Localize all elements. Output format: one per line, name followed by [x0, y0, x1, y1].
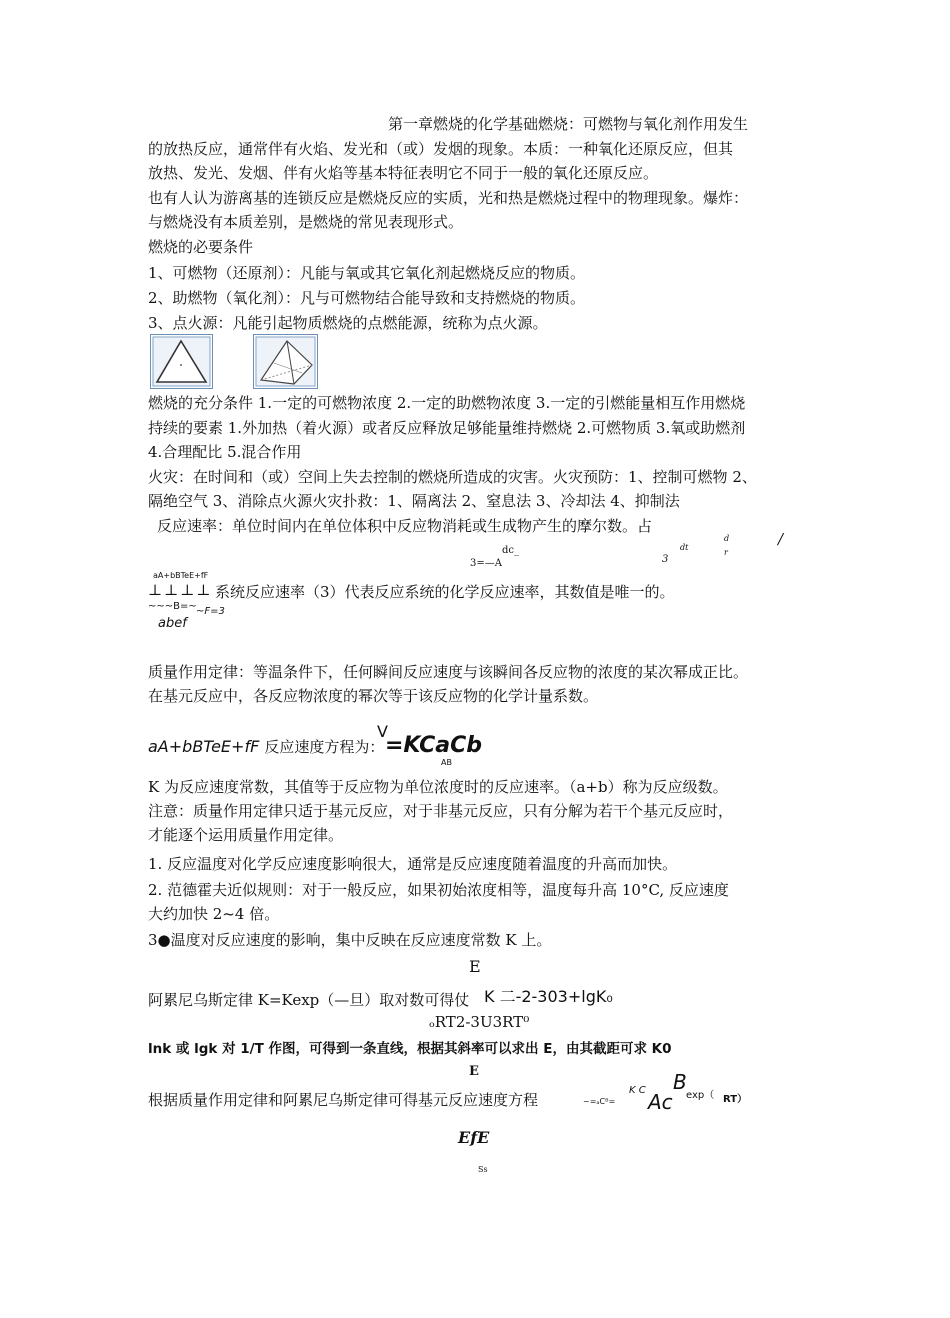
formula-fragment: B: [673, 1070, 687, 1094]
text-line: K 为反应速度常数，其值等于反应物为单位浓度时的反应速率。（a+b）称为反应级数。: [148, 778, 728, 796]
text-line: 火灾：在时间和（或）空间上失去控制的燃烧所造成的灾害。火灾预防：1、控制可燃物 2、: [148, 468, 757, 486]
fire-tetrahedron-figure: [253, 334, 318, 389]
text-line: 的放热反应，通常伴有火焰、发光和（或）发烟的现象。本质：一种氧化还原反应，但其: [148, 140, 734, 158]
condition-item: 1、可燃物（还原剂）：凡能与氧或其它氧化剂起燃烧反应的物质。: [148, 264, 586, 282]
formula-fragment: K C: [629, 1085, 646, 1096]
text-line: 根据质量作用定律和阿累尼乌斯定律可得基元反应速度方程: [148, 1091, 539, 1109]
arrhenius-log-formula: K 二-2-303+lgK₀: [484, 987, 613, 1006]
formula-fragment: Ac: [648, 1090, 673, 1114]
fire-tetrahedron-icon: [254, 335, 317, 388]
rate-v: V: [377, 722, 388, 741]
text-line: 质量作用定律：等温条件下，任何瞬间反应速度与该瞬间各反应物的浓度的某次幂成正比。: [148, 663, 749, 681]
numbered-item: 3●温度对反应速度的影响，集中反映在反应速度常数 K 上。: [148, 931, 552, 949]
rate-equation-label: 反应速度方程为：: [264, 738, 385, 756]
text-line: 放热、发光、发烟、伴有火焰等基本特征表明它不同于一般的氧化还原反应。: [148, 164, 659, 182]
text-line: 系统反应速率（3）代表反应系统的化学反应速率，其数值是唯一的。: [215, 583, 675, 601]
rate-equation-subscript: AB: [441, 758, 452, 767]
fire-triangle-icon: [151, 335, 212, 388]
numbered-item: 1. 反应温度对化学反应速度影响很大，通常是反应速度随着温度的升高而加快。: [148, 855, 678, 873]
numbered-item: 2. 范德霍夫近似规则：对于一般反应，如果初始浓度相等，温度每升高 10°C, 反应速度: [148, 881, 729, 899]
formula-fragment: abef: [158, 616, 187, 631]
formula-fragment: 3=—A: [470, 558, 502, 569]
formula-fragment: aA+bBTeE+fF: [153, 571, 209, 580]
numbered-item-cont: 大约加快 2~4 倍。: [148, 905, 280, 923]
text-line: 注意：质量作用定律只适于基元反应，对于非基元反应，只有分解为若干个基元反应时，: [148, 802, 734, 820]
formula-fragment: dc_: [502, 545, 520, 556]
formula-fragment: RT）: [723, 1094, 748, 1105]
formula-fragment: ~=ₐCᴮ=: [583, 1097, 616, 1106]
formula-fragment: exp（: [686, 1090, 715, 1101]
formula-fragment: 3: [662, 554, 669, 565]
text-line: 持续的要素 1.外加热（着火源）或者反应释放足够能量维持燃烧 2.可燃物质 3.氧或助燃剂: [148, 419, 746, 437]
formula-fragment: E: [469, 1064, 479, 1079]
formula-fragment: ~~~B=~: [148, 601, 197, 612]
text-line: 与燃烧没有本质差别，是燃烧的常见表现形式。: [148, 213, 464, 231]
text-line: 在基元反应中，各反应物浓度的幂次等于该反应物的化学计量系数。: [148, 687, 599, 705]
formula-fragment: dt: [680, 543, 689, 552]
text-line: 燃烧的充分条件 1.一定的可燃物浓度 2.一定的助燃物浓度 3.一定的引燃能量相互作用燃烧: [148, 394, 746, 412]
text-line: 4.合理配比 5.混合作用: [148, 443, 302, 461]
formula-fragment: E: [469, 957, 481, 976]
formula-fragment: ~F=3: [196, 606, 225, 617]
formula-fragment: ₒRT2-3U3RT⁰: [429, 1013, 530, 1031]
arrhenius-line: 阿累尼乌斯定律 K=Kexp（—旦）取对数可得仗: [148, 991, 470, 1009]
formula-fragment: EfE: [458, 1128, 490, 1147]
condition-item: 2、助燃物（氧化剂）：凡与可燃物结合能导致和支持燃烧的物质。: [148, 289, 586, 307]
reaction-equation: [148, 737, 384, 757]
chapter-title-line: 第一章燃烧的化学基础燃烧：可燃物与氧化剂作用发生: [388, 115, 749, 133]
text-line: lnk 或 lgk 对 1/T 作图，可得到一条直线，根据其斜率可以求出 E，由其截距可求 K0: [148, 1041, 672, 1057]
rate-equation: =KCaCb: [385, 733, 482, 758]
reaction-equation-left: aA+bBTeE+fF: [148, 737, 260, 756]
formula-fragment: ⊥⊥⊥⊥: [148, 581, 213, 599]
text-line: 隔绝空气 3、消除点火源火灾扑救：1、隔离法 2、窒息法 3、冷却法 4、抑制法: [148, 492, 680, 510]
page-footer-mark: Ss: [478, 1165, 488, 1174]
section-heading: 燃烧的必要条件: [148, 238, 254, 256]
fire-triangle-figure: [150, 334, 213, 389]
text-line: 才能逐个运用质量作用定律。: [148, 826, 344, 844]
condition-item: 3、点火源：凡能引起物质燃烧的点燃能源，统称为点火源。: [148, 314, 548, 332]
text-line: 反应速率：单位时间内在单位体积中反应物消耗或生成物产生的摩尔数。占: [157, 517, 653, 535]
formula-fragment: /: [778, 530, 784, 548]
formula-fragment: r: [724, 548, 728, 557]
formula-fragment: d: [724, 534, 730, 543]
text-line: 也有人认为游离基的连锁反应是燃烧反应的实质，光和热是燃烧过程中的物理现象。爆炸：: [148, 189, 749, 207]
